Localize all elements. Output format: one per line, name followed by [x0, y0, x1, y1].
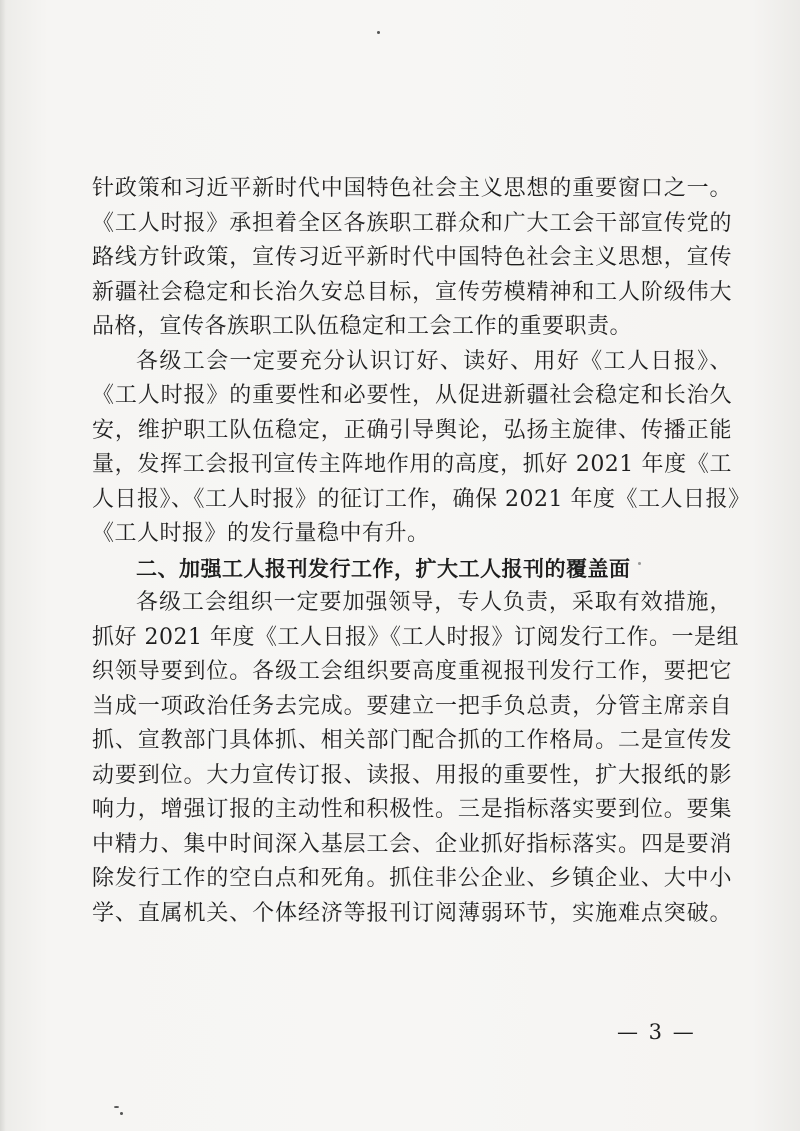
scan-speck — [114, 1106, 119, 1108]
scan-speck — [120, 1112, 123, 1115]
text-line: 针政策和习近平新时代中国特色社会主义思想的重要窗口之一。 — [92, 176, 732, 201]
text-line: 除发行工作的空白点和死角。抓住非公企业、乡镇企业、大中小 — [92, 866, 732, 891]
text-line: 人日报》、《工人时报》的征订工作，确保 2021 年度《工人日报》 — [92, 486, 751, 512]
text-line: 路线方针政策，宣传习近平新时代中国特色社会主义思想，宣传 — [92, 245, 732, 270]
body-text — [92, 172, 751, 931]
text-line: 织领导要到位。各级工会组织要高度重视报刊发行工作，要把它 — [92, 659, 732, 684]
text-line: 抓好 2021 年度《工人日报》《工人时报》订阅发行工作。一是组 — [92, 624, 739, 650]
text-line: 新疆社会稳定和长治久安总目标，宣传劳模精神和工人阶级伟大 — [92, 279, 732, 305]
text-line: 《工人时报》承担着全区各族职工群众和广大工会干部宣传党的 — [92, 210, 732, 236]
text-line: 品格，宣传各族职工队伍稳定和工会工作的重要职责。 — [92, 314, 633, 339]
text-line: 学、直属机关、个体经济等报刊订阅薄弱环节，实施难点突破。 — [92, 900, 732, 926]
text-line: 各级工会一定要充分认识订好、读好、用好《工人日报》、 — [136, 348, 732, 374]
scan-edge-shadow — [0, 0, 6, 1131]
text-line: 量，发挥工会报刊宣传主阵地作用的高度，抓好 2021 年度《工 — [92, 452, 732, 477]
page-number: — 3 — — [617, 1020, 696, 1044]
text-line: 安，维护职工队伍稳定，正确引导舆论，弘扬主旋律、传播正能 — [92, 417, 732, 443]
text-line: 《工人时报》的发行量稳中有升。 — [92, 521, 430, 546]
text-line: 当成一项政治任务去完成。要建立一把手负总责，分管主席亲自 — [92, 693, 732, 719]
scan-speck — [377, 31, 380, 34]
text-line: 响力，增强订报的主动性和积极性。三是指标落实要到位。要集 — [92, 797, 732, 822]
text-line: 各级工会组织一定要加强领导，专人负责，采取有效措施， — [136, 590, 732, 615]
text-line: 中精力、集中时间深入基层工会、企业抓好指标落实。四是要消 — [92, 831, 732, 857]
text-line: 动要到位。大力宣传订报、读报、用报的重要性，扩大报纸的影 — [92, 762, 732, 788]
text-line: 抓、宣教部门具体抓、相关部门配合抓的工作格局。二是宣传发 — [92, 728, 732, 753]
section-heading: 二、加强工人报刊发行工作，扩大工人报刊的覆盖面 — [136, 556, 631, 581]
text-line: 《工人时报》的重要性和必要性，从促进新疆社会稳定和长治久 — [92, 383, 732, 408]
